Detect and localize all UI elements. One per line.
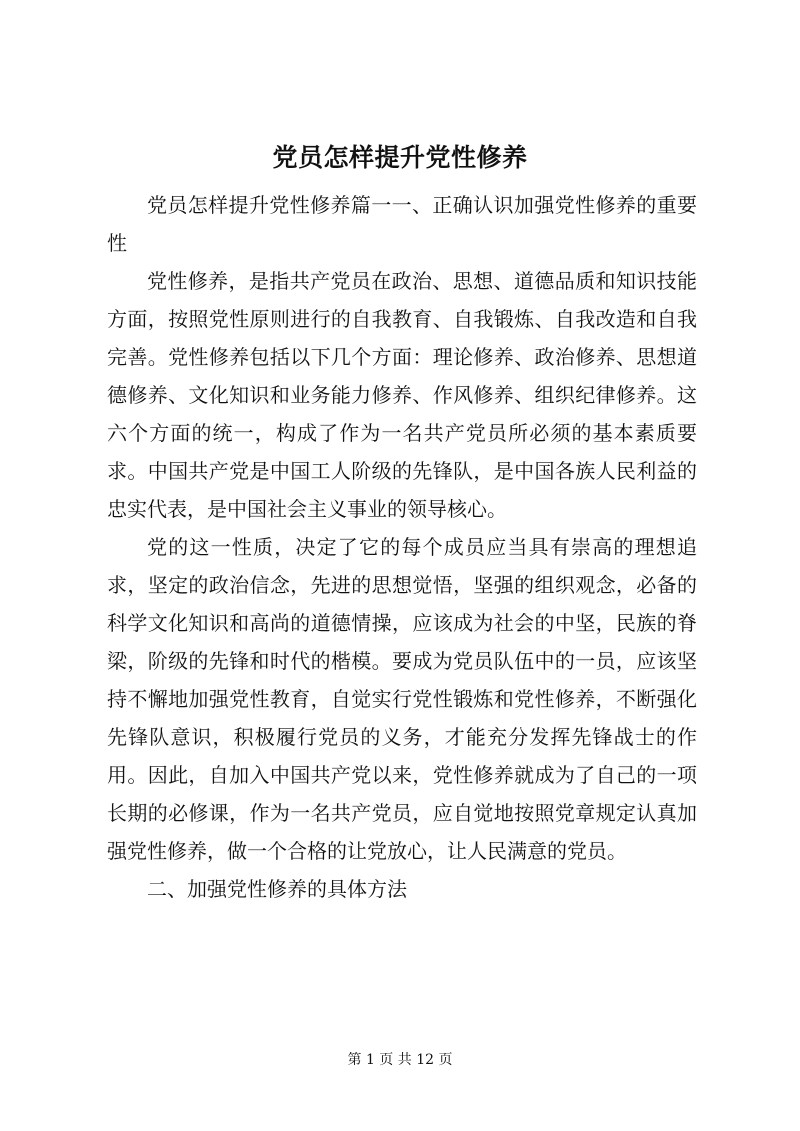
paragraph-2: 党性修养，是指共产党员在政治、思想、道德品质和知识技能方面，按照党性原则进行的自我教育、自我锻炼、自我改造和自我完善。党性修养包括以下几个方面：理论修养、政治修养、思想道德修养、文化知识和业务能力修养、作风修养、组织纪律修养。这六个方面的统一，构成了作为一名共产党员所必须的基本素质要求。中国共产党是中国工人阶级的先锋队，是中国各族人民利益的忠实代表，是中国社会主义事业的领导核心。 [107, 269, 697, 521]
document-body [107, 186, 697, 908]
document-title: 党员怎样提升党性修养 [272, 143, 528, 172]
paragraph-1: 党员怎样提升党性修养篇一一、正确认识加强党性修养的重要性 [107, 193, 697, 255]
paragraph-4: 二、加强党性修养的具体方法 [147, 877, 407, 901]
page-footer: 第 1 页 共 12 页 [347, 1052, 453, 1068]
paragraph-3: 党的这一性质，决定了它的每个成员应当具有崇高的理想追求，坚定的政治信念，先进的思想觉悟，坚强的组织观念，必备的科学文化知识和高尚的道德情操，应该成为社会的中坚，民族的脊梁，阶级的先锋和时代的楷模。要成为党员队伍中的一员，应该坚持不懈地加强党性教育，自觉实行党性锻炼和党性修养，不断强化先锋队意识，积极履行党员的义务，才能充分发挥先锋战士的作用。因此，自加入中国共产党以来，党性修养就成为了自己的一项长期的必修课，作为一名共产党员，应自觉地按照党章规定认真加强党性修养，做一个合格的让党放心，让人民满意的党员。 [107, 535, 697, 863]
